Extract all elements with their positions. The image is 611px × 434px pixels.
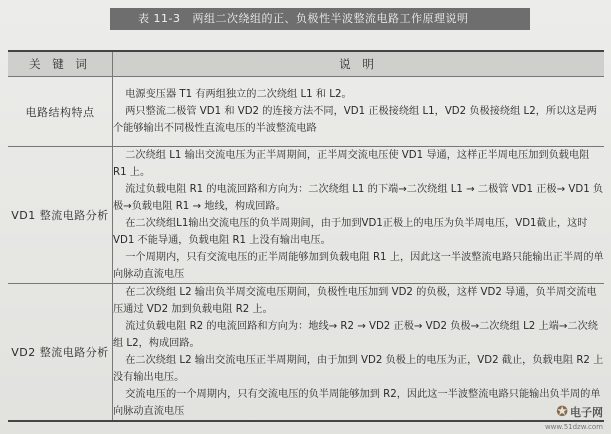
watermark-logo: [556, 404, 603, 420]
desc-line: 流过负载电阻 R2 的电流回路和方向为：地线→ R2 → VD2 正极→ VD2 负极→二次绕组 L2 上端→二次绕组 L2，构成回路。: [113, 321, 598, 349]
row-description: [113, 77, 605, 147]
logo-text: 电子网: [570, 406, 603, 419]
row-keyword: VD2 整流电路分析: [8, 284, 113, 422]
logo-mark-icon: ✪: [556, 404, 568, 420]
row-keyword: 电路结构特点: [8, 77, 113, 147]
desc-line: 两只整流二极管 VD1 和 VD2 的连接方法不同，VD1 正极接绕组 L1，VD2 负极接绕组 L2，所以这是两个能够输出不同极性直流电压的半波整流电路: [113, 106, 597, 134]
table-row: [8, 147, 604, 284]
header-description: 说 明: [113, 51, 605, 77]
desc-line: 交流电压的一个周期内，只有交流电压的负半周能够加到 R2，因此这一半波整流电路只能输出负半周的单向脉动直流电压: [113, 389, 601, 417]
header-keyword: 关 键 词: [8, 51, 113, 77]
desc-line: 在二次绕组 L2 输出交流电压正半周期间，由于加到 VD2 负极上的电压为正，VD2 截止，负载电阻 R2 上没有输出电压。: [113, 355, 604, 383]
desc-line: 流过负载电阻 R1 的电流回路和方向为：二次绕组 L1 的下端→二次绕组 L1 → 二极管 VD1 正极→ VD1 负极→负载电阻 R1 → 地线，构成回路。: [113, 184, 604, 212]
table-title: 两组二次绕组的正、负极性半波整流电路工作原理说明: [192, 12, 469, 25]
row-description: [113, 147, 605, 284]
desc-line: 在二次绕组 L2 输出负半周交流电压期间，负极性电压加到 VD2 的负极，这样 VD2 导通，负半周交流电压通过 VD2 加到负载电阻 R2 上。: [113, 287, 597, 315]
row-description: [113, 284, 605, 422]
table-row: [8, 284, 604, 422]
desc-line: 一个周期内，只有交流电压的正半周能够加到负载电阻 R1 上，因此这一半波整流电路只能输出正半周的单向脉动直流电压: [113, 252, 604, 280]
desc-line: 电源变压器 T1 有两组独立的二次绕组 L1 和 L2。: [125, 89, 352, 100]
table-row: [8, 77, 604, 147]
table-caption: [110, 8, 530, 30]
desc-line: 二次绕组 L1 输出交流电压为正半周期间，正半周交流电压使 VD1 导通，这样正半周电压加到负载电阻 R1 上。: [113, 150, 590, 178]
table-header-row: [8, 51, 604, 77]
principle-table: [8, 50, 604, 422]
table-number: 表 11-3: [138, 12, 181, 25]
desc-line: 在二次绕组L1输出交流电压的负半周期间，由于加到VD1正极上的电压为负半周电压，VD1截止，这时 VD1 不能导通，负载电阻 R1 上没有输出电压。: [113, 218, 588, 246]
watermark-url: www.51dzw.com: [544, 423, 603, 431]
row-keyword: VD1 整流电路分析: [8, 147, 113, 284]
